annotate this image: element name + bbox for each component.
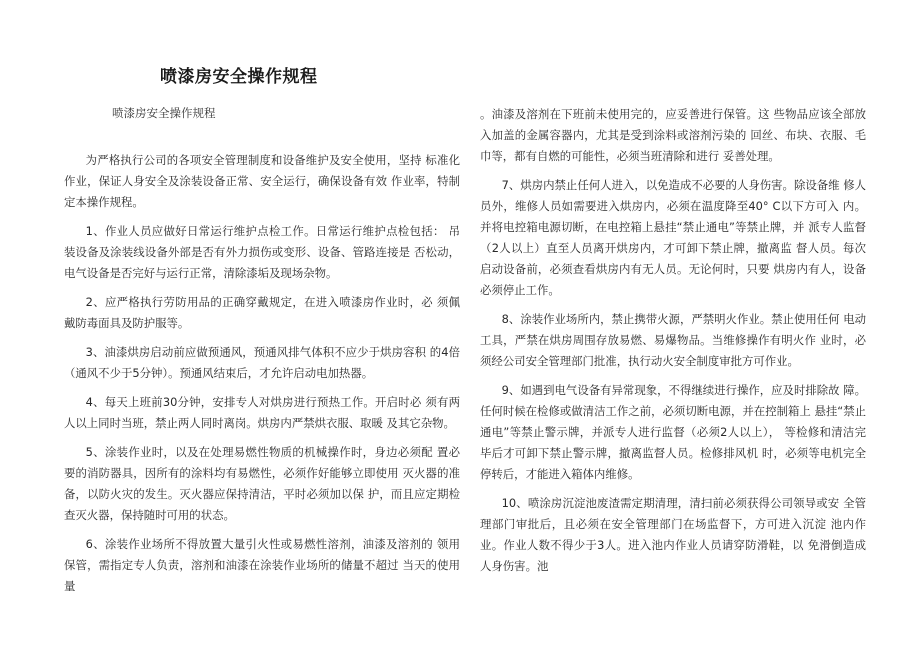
rule-4-paragraph: 4、每天上班前30分钟，安排专人对烘房进行预热工作。开启时必 须有两人以上同时当班，禁止两人同时离岗。烘房内严禁烘衣服、取暖 及其它杂物。 xyxy=(64,395,460,430)
left-column xyxy=(64,150,460,605)
right-column xyxy=(480,104,866,585)
rule-2-paragraph: 2、应严格执行劳防用品的正确穿戴规定，在进入喷漆房作业时，必 须佩戴防毒面具及防护服等。 xyxy=(64,295,460,330)
rule-9-paragraph: 9、如遇到电气设备有异常现象，不得继续进行操作，应及时排除故 障。任何时候在检修或做清洁工作之前，必须切断电源，并在控制箱上 悬挂“禁止通电”等禁止警示牌，并派专人进行监督（必须2人以上）， 等检修和清洁完毕后才可卸下禁止警示牌，撤离监督人员。检修排风机 时，必须等电机完全停转后，才能进入箱体内维修。 xyxy=(480,383,866,481)
rule-1-paragraph: 1、作业人员应做好日常运行维护点检工作。日常运行维护点检包括： 吊装设备及涂装线设备外部是否有外力损伤或变形、设备、管路连接是 否松动，电气设备是否完好与运行正常，清除漆垢及现场杂物。 xyxy=(64,224,460,280)
rule-10-paragraph: 10、喷涂房沉淀池废渣需定期清理，清扫前必须获得公司领导或安 全管理部门审批后，且必须在安全管理部门在场监督下，方可进入沉淀 池内作业。作业人数不得少于3人。进入池内作业人员请穿防滑鞋，以 免滑倒造成人身伤害。池 xyxy=(480,496,866,573)
page-title: 喷漆房安全操作规程 xyxy=(160,67,318,87)
document-subtitle: 喷漆房安全操作规程 xyxy=(112,106,216,120)
rule-6-continued-paragraph: 。油漆及溶剂在下班前未使用完的，应妥善进行保管。这 些物品应该全部放入加盖的金属容器内，尤其是受到涂料或溶剂污染的 回丝、布块、衣服、毛巾等，都有自燃的可能性，必须当班清除和进行 妥善处理。 xyxy=(480,107,866,163)
rule-7-paragraph: 7、烘房内禁止任何人进入，以免造成不必要的人身伤害。除设备维 修人员外，维修人员如需要进入烘房内，必须在温度降至40° C以下方可入 内。并将电控箱电源切断，在电控箱上悬挂“禁止通电”等禁止牌，并 派专人监督（2人以上）直至人员离开烘房内，才可卸下禁止牌，撤离监 督人员。每次启动设备前，必须查看烘房内有无人员。无论何时，只要 烘房内有人，设备必须停止工作。 xyxy=(480,178,866,297)
rule-6-paragraph: 6、涂装作业场所不得放置大量引火性或易燃性溶剂，油漆及溶剂的 领用保管，需指定专人负责，溶剂和油漆在涂装作业场所的储量不超过 当天的使用量 xyxy=(64,537,460,593)
intro-paragraph: 为严格执行公司的各项安全管理制度和设备维护及安全使用，坚持 标准化作业，保证人身安全及涂装设备正常、安全运行，确保设备有效 作业率，特制定本操作规程。 xyxy=(64,153,460,209)
rule-5-paragraph: 5、涂装作业时，以及在处理易燃性物质的机械操作时，身边必须配 置必要的消防器具，因所有的涂料均有易燃性，必须作好能够立即使用 灭火器的准备，以防火灾的发生。灭火器应保持清洁，平时必须加以保 护，而且应定期检查灭火器，保持随时可用的状态。 xyxy=(64,445,460,522)
rule-8-paragraph: 8、涂装作业场所内，禁止携带火源，严禁明火作业。禁止使用任何 电动工具，严禁在烘房周围存放易燃、易爆物品。当维修操作有明火作 业时，必须经公司安全管理部门批准，执行动火安全制度审批方可作业。 xyxy=(480,312,866,368)
rule-3-paragraph: 3、油漆烘房启动前应做预通风，预通风排气体积不应少于烘房容积 的4倍（通风不少于5分钟）。预通风结束后，才允许启动电加热器。 xyxy=(64,345,460,380)
